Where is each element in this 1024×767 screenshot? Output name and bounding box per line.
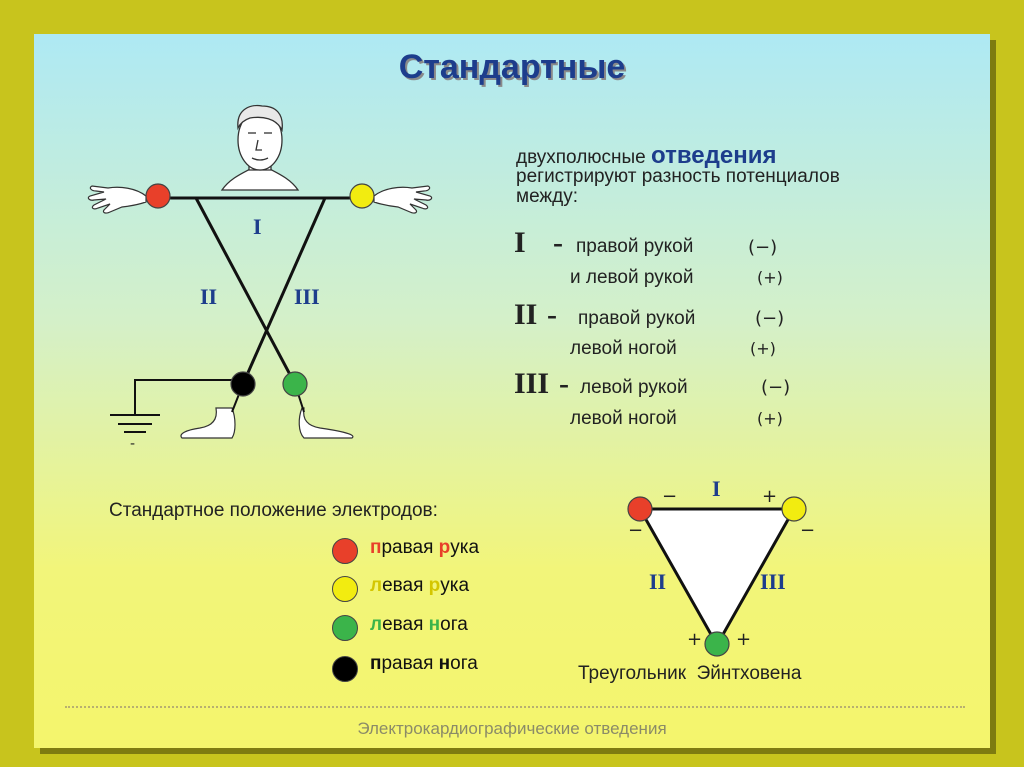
right-leg-electrode (231, 372, 255, 396)
diagram-lead-II-label: II (200, 284, 218, 309)
diagram-lead-I-label: I (253, 214, 262, 239)
triangle-lead-I-label: I (712, 476, 721, 501)
lead-I-second: и левой рукой (570, 267, 694, 288)
left-leg-electrode (283, 372, 307, 396)
lead-II-second-sign: (+) (750, 339, 776, 358)
legend-dot-yellow (332, 576, 358, 602)
lead-II-first: правой рукой (578, 308, 696, 329)
lead-III-second-sign: (+) (757, 409, 783, 428)
right-hand-icon (88, 186, 146, 213)
triangle-sign-top-left: − (662, 486, 678, 507)
ground-sign: - (130, 436, 136, 452)
slide-title: Стандартные (398, 48, 626, 86)
triangle-red-electrode (628, 497, 652, 521)
legend-dot-black (332, 656, 358, 682)
lead-III-first-sign: (−) (761, 377, 791, 398)
lead-II-first-sign: (−) (755, 308, 785, 329)
triangle-sign-top-right: + (762, 486, 778, 507)
legend-dot-green (332, 615, 358, 641)
triangle-yellow-electrode (782, 497, 806, 521)
lead-II-numeral: II (514, 298, 538, 331)
triangle-sign-left-below: − (628, 520, 644, 541)
right-arm-electrode (146, 184, 170, 208)
triangle-sign-bottom-left: + (687, 629, 703, 650)
triangle-caption: Треугольник Эйнтховена (578, 663, 802, 684)
triangle-green-electrode (705, 632, 729, 656)
human-head-icon (222, 106, 298, 190)
legend-label: левая рука (370, 575, 470, 596)
triangle-lead-II-label: II (649, 569, 667, 594)
description-highlight: отведения (651, 142, 777, 169)
lead-II-second: левой ногой (570, 338, 677, 359)
legend-label: левая нога (370, 614, 468, 635)
triangle-sign-right-below: − (800, 520, 816, 541)
legend-heading: Стандартное положение электродов: (109, 500, 438, 521)
lead-III-numeral: III (514, 367, 550, 400)
description-line-2: регистрируют разность потенциалов (516, 166, 840, 187)
legend-label: правая нога (370, 653, 478, 674)
lead-I-dash: - (553, 226, 563, 259)
left-foot-icon (299, 408, 353, 438)
footer-divider (65, 706, 965, 708)
diagram-lead-III-label: III (294, 284, 320, 309)
lead-I-numeral: I (514, 226, 526, 259)
description-line-3: между: (516, 186, 578, 207)
lead-III-dash: - (559, 367, 569, 400)
right-foot-icon (181, 408, 235, 438)
lead-I-first-sign: (−) (748, 237, 778, 258)
left-arm-electrode (350, 184, 374, 208)
legend-dot-red (332, 538, 358, 564)
footer-text: Электрокардиографические отведения (357, 719, 667, 738)
description-prefix: двухполюсные (516, 147, 646, 168)
lead-III-first: левой рукой (580, 377, 688, 398)
lead-I-second-sign: (+) (757, 268, 783, 287)
lead-II-dash: - (547, 298, 557, 331)
left-hand-icon (374, 186, 432, 213)
triangle-sign-bottom-right: + (736, 629, 752, 650)
triangle-lead-III-label: III (760, 569, 786, 594)
lead-III-second: левой ногой (570, 408, 677, 429)
legend-label: правая рука (370, 537, 480, 558)
lead-I-first: правой рукой (576, 236, 694, 257)
